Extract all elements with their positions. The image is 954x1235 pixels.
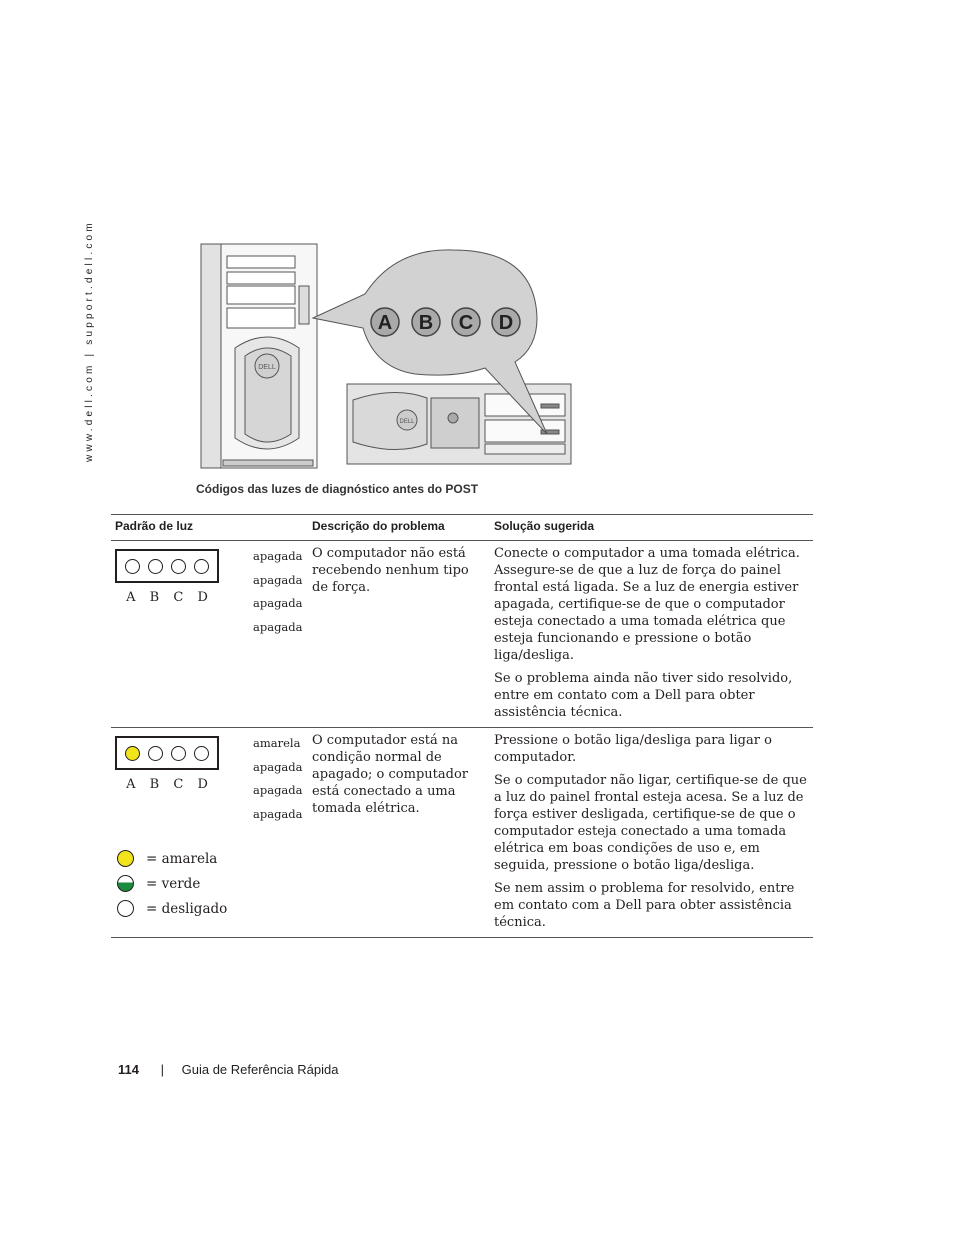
led-state: apagada [253, 572, 303, 587]
suggested-solution [490, 541, 813, 728]
light-pattern-cell [111, 541, 249, 728]
green-led-icon [117, 875, 134, 892]
legend-item [117, 896, 227, 921]
solution-paragraph: Conecte o computador a uma tomada elétrica. Assegure-se de que a luz de força do painel frontal está ligada. Se a luz de energia estiver apagada, certifique-se de que o computador esteja conectado a uma tomada elétrica que esteja funcionando e pressione o botão liga/desliga. [494, 546, 800, 663]
page-number: 114 [118, 1062, 139, 1077]
yellow-led-icon [117, 850, 134, 867]
led-states-cell [249, 728, 308, 938]
tower-logo: DELL [258, 364, 276, 371]
document-title: Guia de Referência Rápida [181, 1062, 339, 1077]
problem-description: O computador está na condição normal de apagado; o computador está conectado a uma tomada elétrica. [308, 728, 490, 938]
led-letter: A [126, 777, 136, 792]
header-light-pattern: Padrão de luz [111, 515, 308, 541]
solution-paragraph: Pressione o botão liga/desliga para ligar o computador. [494, 733, 772, 765]
legend-label: = amarela [146, 850, 218, 867]
solution-paragraph: Se nem assim o problema for resolvido, entre em contato com a Dell para obter assistência técnica. [494, 881, 795, 930]
led-d-off-icon [194, 746, 209, 761]
led-panel [115, 736, 219, 770]
legend-label: = verde [146, 875, 201, 892]
suggested-solution [490, 728, 813, 938]
led-state: apagada [253, 806, 303, 821]
figure-caption: Códigos das luzes de diagnóstico antes do POST [196, 482, 479, 496]
callout-letter-a: A [377, 312, 393, 334]
callout-letter-d: D [498, 312, 514, 334]
led-b-off-icon [148, 559, 163, 574]
led-letter: D [197, 777, 208, 792]
led-a-off-icon [125, 559, 140, 574]
led-letter: B [149, 777, 160, 792]
led-letter: A [126, 590, 136, 605]
table-row [111, 541, 813, 728]
callout-letter-c: C [458, 312, 474, 334]
computer-illustration [195, 238, 580, 470]
callout-letter-b: B [418, 312, 434, 334]
led-letter: B [149, 590, 160, 605]
legend-label: = desligado [146, 900, 228, 917]
led-a-yellow-icon [125, 746, 140, 761]
led-panel [115, 549, 219, 583]
solution-paragraph: Se o problema ainda não tiver sido resolvido, entre em contato com a Dell para obter assistência técnica. [494, 671, 793, 720]
legend-item [117, 846, 227, 871]
problem-description: O computador não está recebendo nenhum tipo de força. [308, 541, 490, 728]
page-footer [118, 1062, 338, 1077]
desktop-logo: DELL [399, 419, 415, 425]
footer-separator: | [160, 1062, 164, 1077]
led-state: apagada [253, 759, 303, 774]
led-state: apagada [253, 783, 303, 797]
led-state: apagada [253, 619, 303, 634]
led-state: apagada [253, 549, 303, 563]
led-state: amarela [253, 736, 301, 750]
led-states-cell [249, 541, 308, 728]
off-led-icon [117, 900, 134, 917]
legend-item [117, 871, 227, 896]
led-legend [117, 846, 227, 921]
led-letter: C [173, 777, 184, 792]
solution-paragraph: Se o computador não ligar, certifique-se de que a luz do painel frontal esteja acesa. Se a luz de força estiver desligada, certifique-se de que o computador esteja conectado a uma tomada elétrica em boas condições de uso e, em seguida, pressione o botão liga/desliga. [494, 773, 807, 873]
led-letter: C [173, 590, 184, 605]
side-url: www.dell.com | support.dell.com [84, 220, 95, 462]
tower-computer-image [201, 244, 317, 468]
led-letter: D [197, 590, 208, 605]
led-state: apagada [253, 596, 303, 610]
led-c-off-icon [171, 559, 186, 574]
led-d-off-icon [194, 559, 209, 574]
led-c-off-icon [171, 746, 186, 761]
header-suggested-solution: Solução sugerida [490, 515, 813, 541]
header-problem-description: Descrição do problema [308, 515, 490, 541]
led-b-off-icon [148, 746, 163, 761]
